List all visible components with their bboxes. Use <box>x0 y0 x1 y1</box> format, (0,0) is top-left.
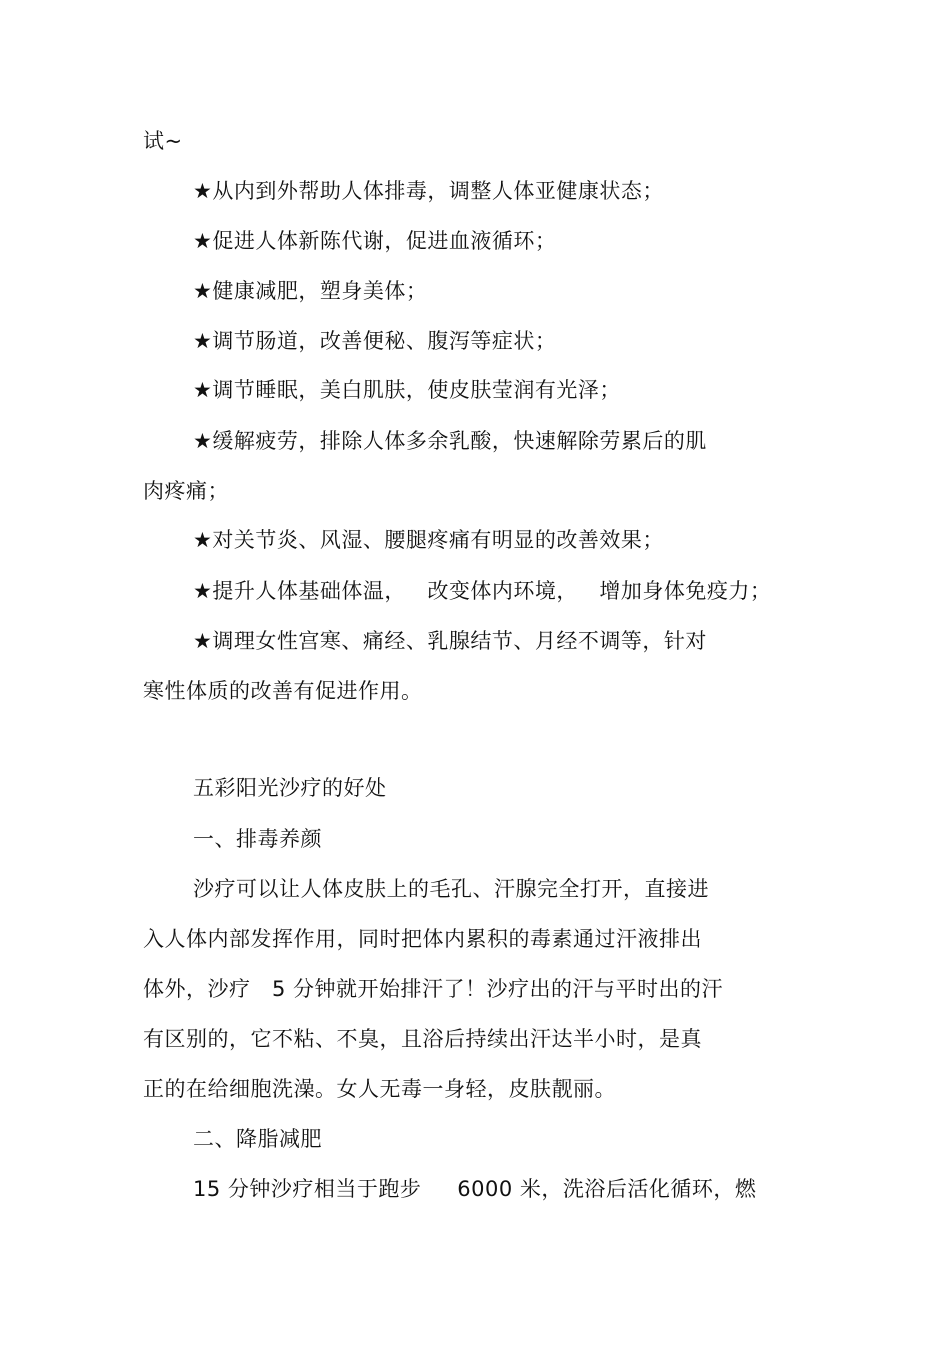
benefit-item-sleep: ★调节睡眠，美白肌肤，使皮肤莹润有光泽； <box>193 378 621 402</box>
benefit-item-joints: ★对关节炎、风湿、腰腿疼痛有明显的改善效果； <box>193 528 664 552</box>
subheading-fat-loss: 二、降脂减肥 <box>193 1127 322 1151</box>
benefit-item-metabolism: ★促进人体新陈代谢，促进血液循环； <box>193 229 557 253</box>
paragraph-line: 15 分钟沙疗相当于跑步 6000 米，洗浴后活化循环，燃 <box>193 1177 757 1201</box>
subheading-detox: 一、排毒养颜 <box>193 827 322 851</box>
paragraph-line: 有区别的，它不粘、不臭，且浴后持续出汗达半小时，是真 <box>143 1027 702 1051</box>
benefit-item-women: ★调理女性宫寒、痛经、乳腺结节、月经不调等，针对 <box>193 629 707 653</box>
benefit-item-fatigue-cont: 肉疼痛； <box>143 479 229 503</box>
benefit-item-women-cont: 寒性体质的改善有促进作用。 <box>143 679 423 703</box>
benefit-item-fatigue: ★缓解疲劳，排除人体多余乳酸，快速解除劳累后的肌 <box>193 429 707 453</box>
section-heading: 五彩阳光沙疗的好处 <box>193 776 387 800</box>
benefit-item-slimming: ★健康减肥，塑身美体； <box>193 279 428 303</box>
paragraph-line: 正的在给细胞洗澡。女人无毒一身轻，皮肤靓丽。 <box>143 1077 616 1101</box>
text-line-continuation: 试~ <box>143 129 183 153</box>
benefit-item-intestine: ★调节肠道，改善便秘、腹泻等症状； <box>193 329 557 353</box>
benefit-item-detox: ★从内到外帮助人体排毒，调整人体亚健康状态； <box>193 179 664 203</box>
paragraph-line: 沙疗可以让人体皮肤上的毛孔、汗腺完全打开，直接进 <box>193 877 709 901</box>
benefit-item-temperature: ★提升人体基础体温， 改变体内环境， 增加身体免疫力； <box>193 579 772 603</box>
paragraph-line: 体外，沙疗 5 分钟就开始排汗了！沙疗出的汗与平时出的汗 <box>143 977 724 1001</box>
paragraph-line: 入人体内部发挥作用，同时把体内累积的毒素通过汗液排出 <box>143 927 702 951</box>
